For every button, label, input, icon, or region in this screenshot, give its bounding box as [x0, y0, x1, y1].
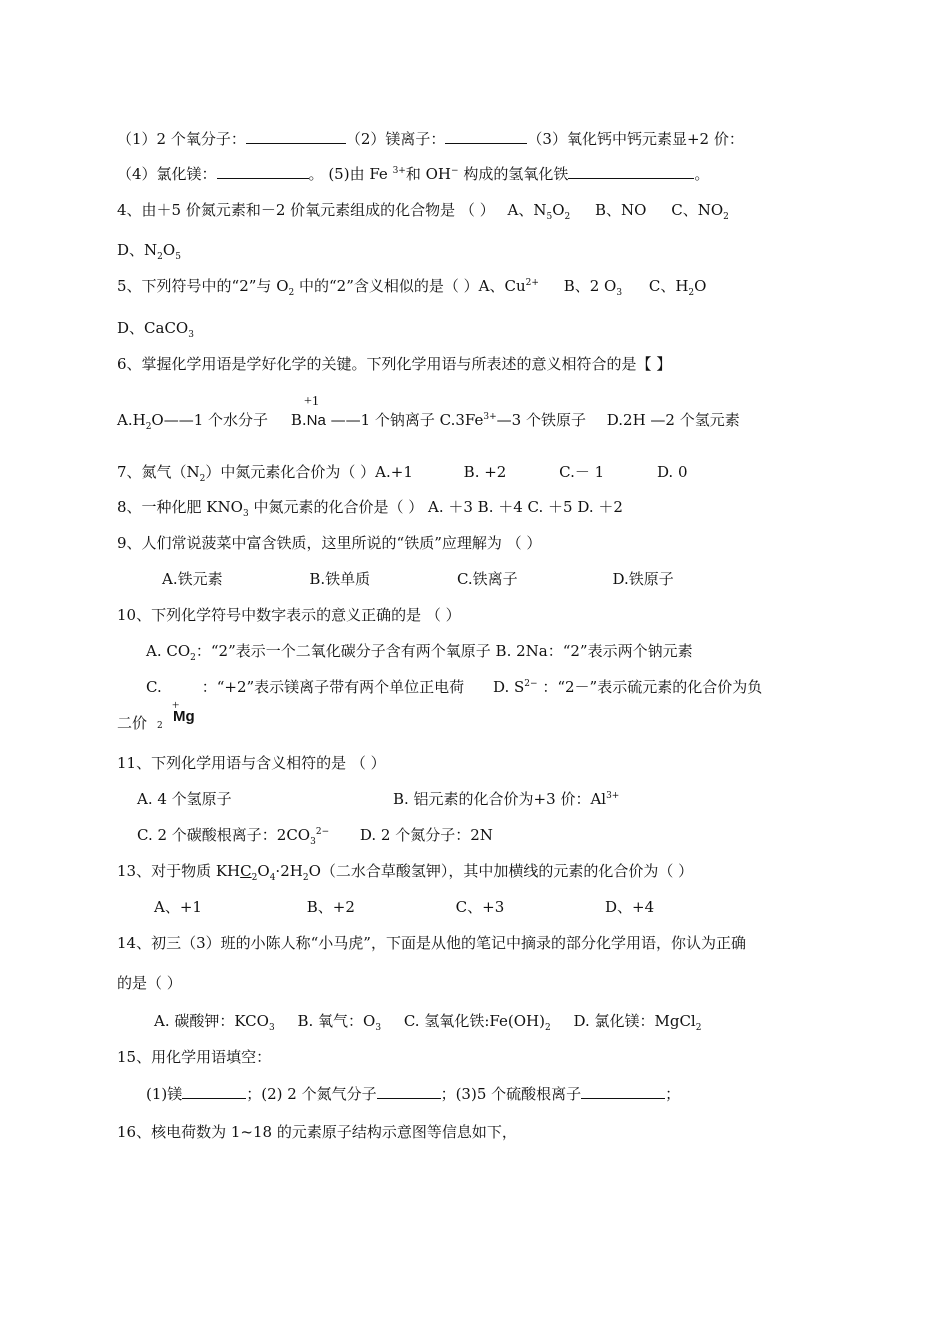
q6-stem: 6、掌握化学用语是学好化学的关键。下列化学用语与所表述的意义相符合的是【 】 — [117, 355, 672, 373]
q15-item3: ；(3)5 个硫酸根离子 — [440, 1085, 582, 1103]
q6-option-b: B.Na ——1 个钠离子 — [290, 411, 435, 429]
q15-answer-blank-3[interactable] — [581, 1083, 665, 1099]
q15-answer-blank-1[interactable] — [182, 1083, 246, 1099]
q3-answer-blank-2[interactable] — [445, 128, 527, 144]
q15-item1: (1)镁 — [146, 1085, 183, 1103]
q4-option-a: A、$N_5O_2$ — [507, 201, 571, 222]
q3-answer-blank-1[interactable] — [246, 128, 346, 144]
q4-option-b: B、NO — [595, 201, 647, 219]
q14-option-b: B. 氧气：$O_3$ — [297, 1012, 382, 1033]
q3-answer-blank-4[interactable] — [217, 163, 309, 179]
q6-options — [117, 410, 740, 431]
q11-option-d: D. 2 个氮分子：2N — [359, 826, 493, 844]
q3-item5-end: 构成的氢氧化铁 — [458, 165, 569, 183]
q11-option-a: A. 4 个氢原子 — [137, 790, 232, 808]
q3-period: 。 — [694, 165, 710, 183]
q14-stem-cont: 的是（ ） — [117, 974, 182, 992]
question-10 — [117, 605, 461, 625]
q13-option-a: A、+1 — [154, 898, 202, 916]
q14-stem: 14、初三（3）班的小陈人称“小马虎”，下面是从他的笔记中摘录的部分化学用语，你认为正确 — [117, 934, 746, 952]
q9-option-c: C.铁离子 — [456, 570, 518, 588]
question-11 — [117, 753, 386, 773]
question-14 — [117, 933, 746, 953]
q9-options — [162, 569, 674, 589]
question-5: 5、下列符号中的“2”与 $O_2$ 中的“2”含义相似的是（ ）A、$Cu^{2+}$ B、2 $O_3$ C、$H_2O$ — [117, 277, 707, 298]
question-16 — [117, 1122, 517, 1142]
q15-stem: 15、用化学用语填空： — [117, 1048, 272, 1066]
q5-stem: 5、下列符号中的“2”与 O — [117, 277, 289, 295]
q13-option-b: B、+2 — [306, 898, 355, 916]
question-7: 7、氮气$(N_2)$中氮元素化合价为（ ）A.+1 B. +2 C.－ 1 D. 0 — [117, 463, 688, 484]
q9-option-a: A.铁元素 — [162, 570, 223, 588]
question-4 — [117, 200, 729, 220]
question-6 — [117, 354, 671, 374]
q3-item2: （2）镁离子： — [345, 130, 446, 148]
q6-option-a: $A.H_2O——1$ 个水分子 — [117, 411, 269, 432]
q3-item3: （3）氧化钙中钙元素显+2 价： — [527, 130, 744, 148]
q10-option-c: ：“+2”表示镁离子带有两个单位正电荷 — [201, 678, 465, 696]
q11-stem: 11、下列化学用语与含义相符的是 （ ） — [117, 754, 386, 772]
mg-charge-num: 2 — [157, 721, 163, 731]
q8-stem: 8、一种化肥 KNO — [117, 498, 243, 516]
q6-option-c: $C.3Fe^{3+}—3$ 个铁原子 — [439, 411, 586, 429]
q3-answer-blank-5[interactable] — [568, 163, 694, 179]
q4-option-d: D、$N_2O_5$ — [117, 241, 181, 262]
q7-option-c: C.－ 1 — [559, 463, 605, 481]
q13-options — [154, 897, 654, 917]
q10-stem: 10、下列化学符号中数字表示的意义正确的是 （ ） — [117, 606, 461, 624]
q7-option-b: B. +2 — [463, 463, 507, 481]
question-8: 8、一种化肥 $KNO_3$ 中氮元素的化合价是（ ） A. ＋3 B. ＋4 C. ＋5 D. ＋2 — [117, 498, 623, 519]
underlined-element: C — [240, 862, 252, 880]
q9-option-d: D.铁原子 — [612, 570, 674, 588]
q10-option-c-label: C. — [146, 678, 162, 696]
q3-item5-text: 。 (5)由 Fe — [308, 165, 393, 183]
q6-option-d: D.2H —2 个氢元素 — [606, 411, 740, 429]
mg-charge-sign: + — [172, 697, 180, 712]
q15-blanks: (1)镁 ；(2) 2 个氮气分子 ；(3)5 个硫酸根离子 ； — [146, 1085, 681, 1103]
q4-option-c: C、$NO_2$ — [671, 201, 729, 222]
q3-line2 — [117, 163, 709, 184]
q10-d-wrap: 二价 2 — [117, 714, 163, 732]
q11-options-cd — [137, 825, 493, 845]
q5-option-c: C、$H_2O$ — [648, 277, 707, 298]
mg-symbol: Mg — [173, 708, 195, 725]
q16-stem: 16、核电荷数为 1~18 的元素原子结构示意图等信息如下， — [117, 1123, 517, 1141]
q10-option-d: D. $S^{2-}$ ：“2－”表示硫元素的化合价为负 — [492, 678, 763, 696]
q15-item2: ；(2) 2 个氮气分子 — [246, 1085, 377, 1103]
question-13: 13、对于物质 $KHC_2O_4\cdot 2H_2O$（二水合草酸氢钾），其中加横线的元素的化合价为（ ） — [117, 862, 694, 883]
q10-option-a-b: A. $CO_2$：“2”表示一个二氧化碳分子含有两个氧原子 B. 2Na：“2”表示两个钠元素 — [146, 642, 693, 663]
fe-charge: 3+ — [392, 166, 406, 176]
q10-option-c-d — [146, 677, 762, 697]
q4-stem: 4、由＋5 价氮元素和－2 价氧元素组成的化合物是 （ ） — [117, 201, 495, 219]
question-15 — [117, 1047, 271, 1067]
q14-options — [154, 1011, 701, 1031]
q13-option-c: C、+3 — [455, 898, 505, 916]
q14-option-d: D. 氯化镁：MgCl$_2$ — [573, 1012, 702, 1033]
q9-option-b: B.铁单质 — [309, 570, 371, 588]
q13-option-d: D、+4 — [605, 898, 655, 916]
na-valence-mark: +1 — [304, 394, 319, 409]
q5-option-b: B、2 $O_3$ — [563, 277, 623, 298]
q11-option-c: C. 2 个碳酸根离子：$2CO_3^{2-}$ — [137, 826, 330, 847]
q3-item4: （4）氯化镁： — [117, 165, 217, 183]
q11-options-ab — [137, 789, 619, 809]
q7-option-d: D. 0 — [656, 463, 688, 481]
q5-option-d: D、CaCO$_3$ — [117, 319, 194, 340]
q3-item5-oh: 和 OH — [405, 165, 452, 183]
q15-answer-blank-2[interactable] — [377, 1083, 441, 1099]
q14-option-c: C. 氢氧化铁$:Fe(OH)_2$ — [403, 1012, 551, 1033]
q9-stem: 9、人们常说菠菜中富含铁质，这里所说的“铁质”应理解为 （ ） — [117, 534, 542, 552]
q3-item1: （1）2 个氧分子： — [117, 130, 246, 148]
question-9 — [117, 533, 541, 553]
q3-line1 — [117, 128, 744, 149]
q14-option-a: A. 碳酸钾：$KCO_3$ — [154, 1012, 275, 1033]
oh-charge: − — [451, 166, 459, 176]
q11-option-b: B. 铝元素的化合价为+3 价：$Al^{3+}$ — [393, 790, 620, 808]
q7-stem: 7、氮气（N — [117, 463, 200, 481]
